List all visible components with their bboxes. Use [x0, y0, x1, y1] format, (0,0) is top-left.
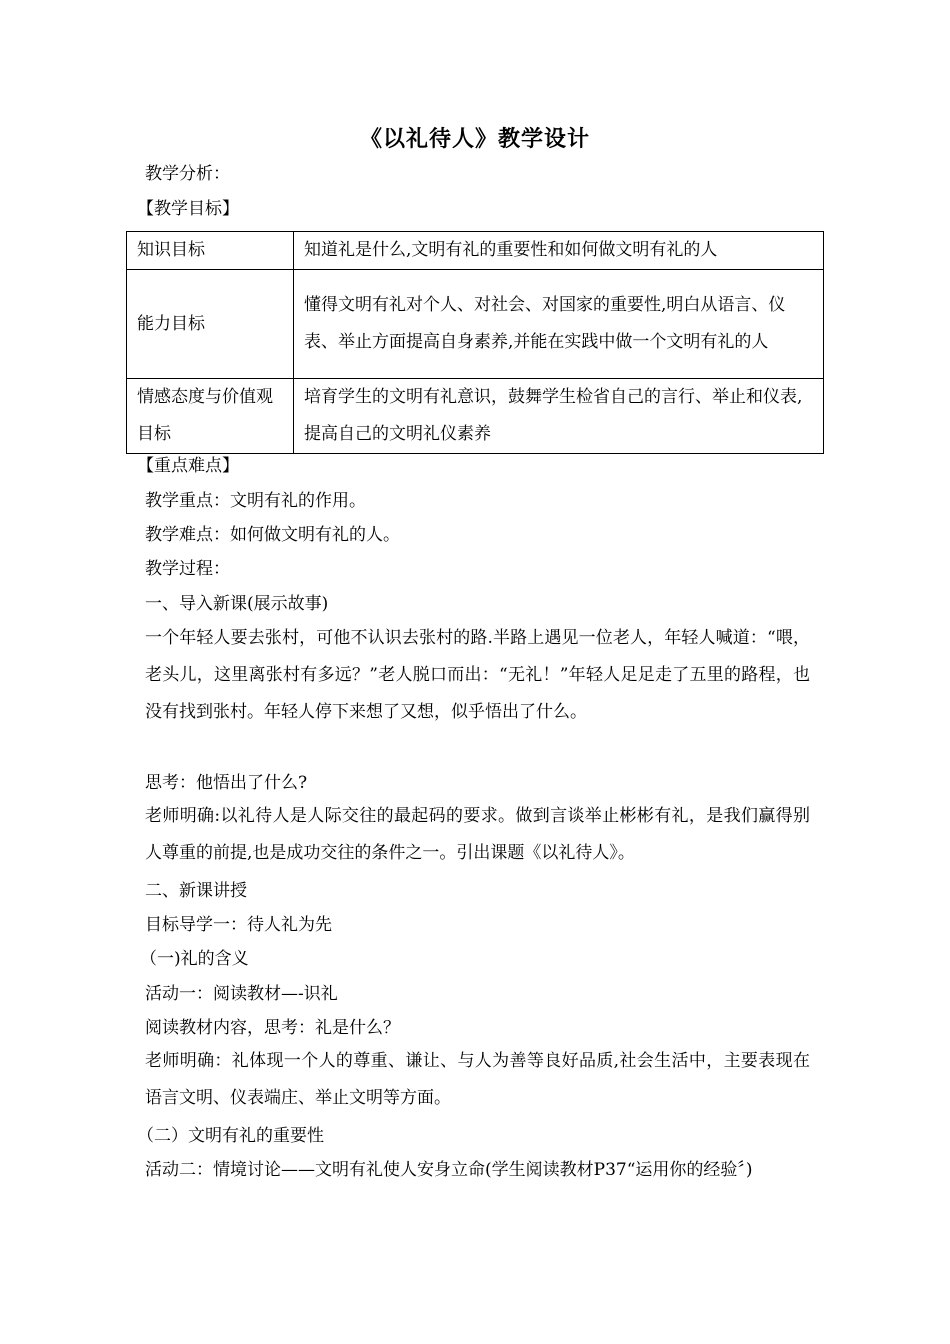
target-heading: 目标导学一：待人礼为先: [145, 915, 332, 935]
goal-content: 培育学生的文明有礼意识，鼓舞学生检省自己的言行、举止和仪表,提高自己的文明礼仪素养: [294, 379, 824, 454]
goal-label: 能力目标: [127, 270, 294, 379]
teacher-note: 老师明确：礼体现一个人的尊重、谦让、与人为善等良好品质,社会生活中，主要表现在语言文明、仪表端庄、举止文明等方面。: [145, 1051, 810, 1108]
key-point: 教学重点：文明有礼的作用。: [145, 491, 366, 511]
story-paragraph: 一个年轻人要去张村，可他不认识去张村的路.半路上遇见一位老人，年轻人喊道：“喂，老头儿，这里离张村有多远？”老人脱口而出：“无礼！”年轻人足足走了五里的路程，也没有找到张村。年轻人停下来想了又想，似乎悟出了什么。: [145, 628, 810, 722]
section-heading: 一、导入新课(展示故事): [145, 594, 329, 614]
goal-label: 情感态度与价值观目标: [127, 379, 294, 454]
teacher-note: 老师明确:以礼待人是人际交往的最起码的要求。做到言谈举止彬彬有礼，是我们赢得别人尊重的前提,也是成功交往的条件之一。引出课题《以礼待人》。: [145, 806, 810, 863]
table-row: [127, 379, 824, 454]
table-row: [127, 232, 824, 270]
table-row: [127, 270, 824, 379]
key-points-heading: 【重点难点】: [137, 456, 239, 476]
think-question: 思考：他悟出了什么?: [145, 773, 308, 793]
difficult-point: 教学难点：如何做文明有礼的人。: [145, 525, 400, 545]
analysis-label: 教学分析：: [145, 164, 230, 184]
activity-label: 活动一：阅读教材—-识礼: [145, 984, 338, 1004]
section-heading: 二、新课讲授: [145, 881, 247, 901]
subsection-heading: （一)礼的含义: [140, 949, 249, 969]
document-title: 《以礼待人》教学设计: [359, 126, 590, 152]
activity-label: 活动二：情境讨论——文明有礼使人安身立命(学生阅读教材P37“运用你的经验〞): [145, 1160, 753, 1180]
goals-table: [126, 231, 824, 454]
goal-content: 懂得文明有礼对个人、对社会、对国家的重要性,明白从语言、仪表、举止方面提高自身素养,并能在实践中做一个文明有礼的人: [294, 270, 824, 379]
goals-heading: 【教学目标】: [137, 199, 239, 219]
goal-content: 知道礼是什么,文明有礼的重要性和如何做文明有礼的人: [294, 232, 824, 270]
subsection-heading: （二）文明有礼的重要性: [137, 1126, 324, 1146]
goal-label: 知识目标: [127, 232, 294, 270]
process-label: 教学过程：: [145, 559, 230, 579]
read-question: 阅读教材内容，思考：礼是什么？: [145, 1018, 400, 1038]
